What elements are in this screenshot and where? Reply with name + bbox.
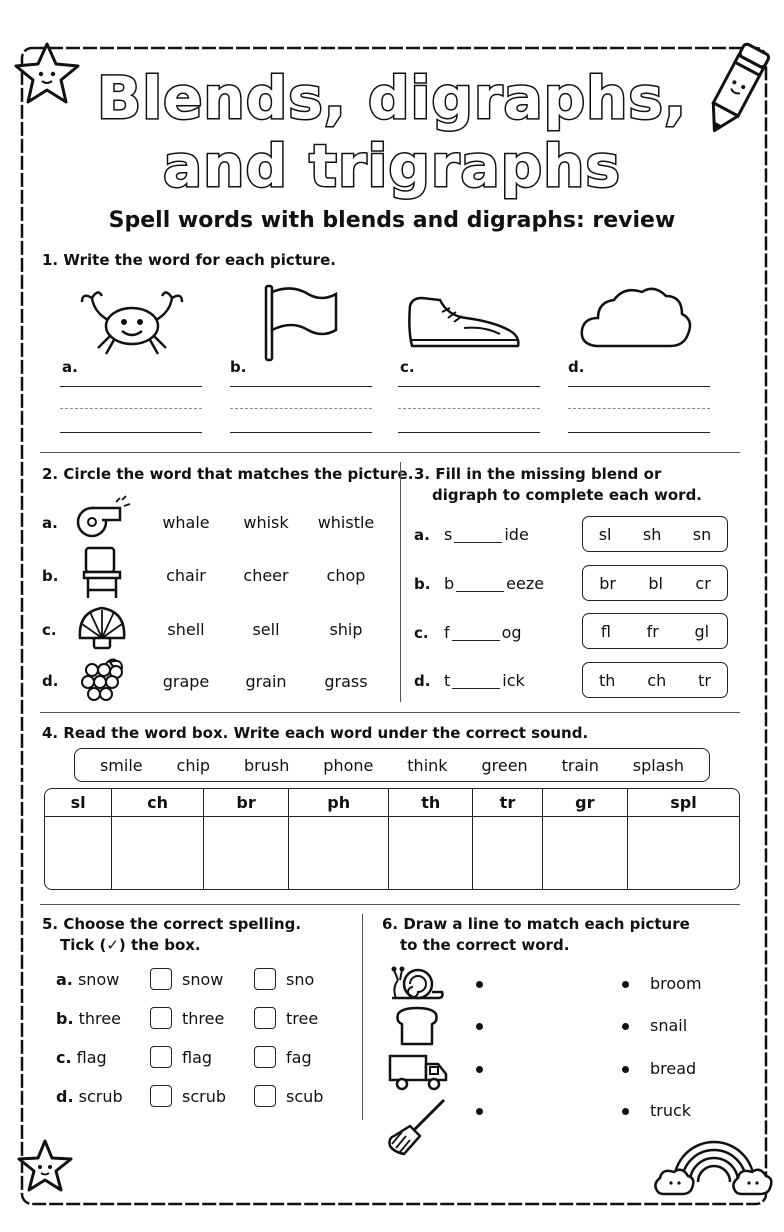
spelling-option: sno: [286, 970, 315, 989]
q3-option[interactable]: ch: [647, 670, 667, 690]
answer-cell[interactable]: [473, 817, 542, 889]
word-start: s: [444, 525, 453, 544]
checkbox[interactable]: [150, 1085, 172, 1107]
checkbox[interactable]: [254, 968, 276, 990]
checkbox[interactable]: [254, 1046, 276, 1068]
q1-label-c: c.: [400, 358, 415, 376]
word-box-item: think: [407, 755, 448, 775]
spelling-option: flag: [182, 1048, 213, 1067]
q3-options-box: [582, 662, 728, 698]
word-end: ide: [504, 525, 529, 544]
flag-icon: [262, 282, 340, 362]
answer-cell[interactable]: [45, 817, 112, 889]
q3-row: [414, 574, 544, 593]
q3-option[interactable]: tr: [698, 670, 712, 690]
cloud-icon: [578, 284, 694, 354]
crab-icon: [76, 284, 188, 360]
q5-label: d.: [56, 1087, 74, 1106]
match-word: truck: [650, 1101, 692, 1120]
column-header: tr: [473, 789, 542, 817]
q2-option[interactable]: whistle: [317, 513, 375, 532]
title-line-1: Blends, digraphs,: [96, 64, 687, 132]
q3-option[interactable]: fr: [646, 621, 659, 641]
word-start: b: [444, 574, 455, 593]
q2-option[interactable]: cheer: [243, 566, 289, 585]
sound-sort-table: [44, 788, 740, 890]
divider: [40, 452, 740, 453]
divider: [40, 712, 740, 713]
word-end: ick: [502, 671, 525, 690]
snail-icon: [388, 962, 446, 1004]
column-header: th: [389, 789, 473, 817]
answer-blank[interactable]: [456, 576, 504, 592]
q3-heading-line-2: digraph to complete each word.: [432, 486, 702, 504]
q5-heading-line-2: Tick (✓) the box.: [60, 936, 201, 954]
q2-option[interactable]: grass: [324, 672, 368, 691]
word-box-item: splash: [632, 755, 684, 775]
checkbox[interactable]: [150, 1007, 172, 1029]
answer-cell[interactable]: [628, 817, 739, 889]
prompt-word: flag: [76, 1048, 107, 1067]
q2-option[interactable]: whale: [162, 513, 210, 532]
title-line-2: and trigraphs: [163, 132, 621, 200]
answer-cell[interactable]: [204, 817, 289, 889]
q2-label-b: b.: [42, 567, 59, 585]
rainbow-icon: [652, 1122, 776, 1196]
prompt-word: three: [78, 1009, 121, 1028]
q1-label-d: d.: [568, 358, 585, 376]
q5-heading-line-1: 5. Choose the correct spelling.: [42, 915, 302, 933]
word-box-item: train: [561, 755, 599, 775]
q5-prompt: [56, 1009, 121, 1028]
column-header: br: [204, 789, 289, 817]
word-box-item: brush: [244, 755, 290, 775]
q3-option[interactable]: fl: [600, 621, 611, 641]
checkbox[interactable]: [254, 1085, 276, 1107]
q3-label: c.: [414, 623, 429, 642]
q3-option[interactable]: th: [598, 670, 616, 690]
match-dot[interactable]: [622, 1108, 629, 1115]
spelling-option: scub: [286, 1087, 324, 1106]
match-dot[interactable]: [476, 1108, 483, 1115]
q6-heading-line-1: 6. Draw a line to match each picture: [382, 915, 690, 933]
column-header: ch: [112, 789, 204, 817]
match-word: snail: [650, 1016, 688, 1035]
q2-option[interactable]: ship: [329, 620, 363, 639]
prompt-word: scrub: [78, 1087, 123, 1106]
column-header: gr: [543, 789, 628, 817]
divider: [400, 462, 401, 702]
q5-label: b.: [56, 1009, 74, 1028]
q2-option[interactable]: chair: [166, 566, 206, 585]
chair-icon: [80, 546, 124, 600]
checkbox[interactable]: [254, 1007, 276, 1029]
q3-row: [414, 623, 522, 642]
match-dot[interactable]: [622, 1066, 629, 1073]
q3-heading-line-1: 3. Fill in the missing blend or: [414, 465, 662, 483]
whistle-icon: [72, 496, 132, 540]
match-word: bread: [650, 1059, 697, 1078]
word-box-item: green: [481, 755, 528, 775]
word-end: eeze: [506, 574, 545, 593]
q3-label: a.: [414, 525, 430, 544]
word-box-item: phone: [323, 755, 374, 775]
q2-label-d: d.: [42, 672, 59, 690]
q2-option[interactable]: grain: [245, 672, 287, 691]
q3-options-box: [582, 613, 728, 649]
q2-option[interactable]: grape: [162, 672, 210, 691]
checkbox[interactable]: [150, 1046, 172, 1068]
answer-cell[interactable]: [389, 817, 473, 889]
q3-option[interactable]: sn: [692, 524, 712, 544]
q3-option[interactable]: sl: [598, 524, 612, 544]
match-dot[interactable]: [622, 1023, 629, 1030]
q5-label: c.: [56, 1048, 72, 1067]
spelling-option: snow: [182, 970, 224, 989]
spelling-option: tree: [286, 1009, 319, 1028]
q3-row: [414, 671, 525, 690]
spelling-option: scrub: [182, 1087, 227, 1106]
q3-label: d.: [414, 671, 431, 690]
word-box: [74, 748, 710, 782]
word-end: og: [501, 623, 522, 642]
word-box-item: smile: [99, 755, 143, 775]
word-start: t: [444, 671, 451, 690]
broom-icon: [386, 1096, 450, 1158]
q1-heading: 1. Write the word for each picture.: [42, 251, 336, 269]
q3-option[interactable]: cr: [695, 573, 711, 593]
q3-option[interactable]: sh: [642, 524, 662, 544]
divider: [362, 914, 363, 1120]
match-word: broom: [650, 974, 702, 993]
answer-cell[interactable]: [112, 817, 204, 889]
q2-option[interactable]: sell: [252, 620, 280, 639]
q3-label: b.: [414, 574, 431, 593]
q5-prompt: [56, 1048, 107, 1067]
subtitle: Spell words with blends and digraphs: review: [108, 208, 676, 233]
q3-options-box: [582, 516, 728, 552]
column-header: spl: [628, 789, 739, 817]
q6-heading-line-2: to the correct word.: [400, 936, 570, 954]
checkbox[interactable]: [150, 968, 172, 990]
match-dot[interactable]: [476, 981, 483, 988]
divider: [40, 904, 740, 905]
answer-blank[interactable]: [452, 673, 500, 689]
q5-prompt: [56, 1087, 123, 1106]
answer-blank[interactable]: [452, 625, 500, 641]
shell-icon: [76, 604, 128, 652]
star-icon: [16, 1138, 74, 1194]
truck-icon: [388, 1052, 448, 1092]
q5-prompt: [56, 970, 119, 989]
spelling-option: fag: [286, 1048, 312, 1067]
q2-option[interactable]: chop: [326, 566, 366, 585]
column-header: sl: [45, 789, 112, 817]
answer-blank[interactable]: [454, 527, 502, 543]
q3-row: [414, 525, 529, 544]
q3-option[interactable]: gl: [694, 621, 710, 641]
answer-cell[interactable]: [289, 817, 389, 889]
word-box-item: chip: [176, 755, 211, 775]
q5-label: a.: [56, 970, 73, 989]
word-start: f: [444, 623, 450, 642]
q2-heading: 2. Circle the word that matches the picture.: [42, 465, 414, 483]
grapes-icon: [80, 656, 126, 704]
match-dot[interactable]: [476, 1066, 483, 1073]
prompt-word: snow: [77, 970, 120, 989]
bread-icon: [396, 1006, 438, 1048]
q3-options-box: [582, 565, 728, 601]
match-dot[interactable]: [622, 981, 629, 988]
answer-cell[interactable]: [543, 817, 628, 889]
q2-label-c: c.: [42, 621, 57, 639]
q1-label-b: b.: [230, 358, 247, 376]
q2-option[interactable]: whisk: [243, 513, 289, 532]
q3-option[interactable]: br: [599, 573, 616, 593]
shoe-icon: [404, 290, 524, 354]
spelling-option: three: [182, 1009, 225, 1028]
q4-heading: 4. Read the word box. Write each word under the correct sound.: [42, 724, 589, 742]
q2-option[interactable]: shell: [167, 620, 205, 639]
column-header: ph: [289, 789, 389, 817]
q3-option[interactable]: bl: [648, 573, 663, 593]
q2-label-a: a.: [42, 514, 58, 532]
match-dot[interactable]: [476, 1023, 483, 1030]
q1-label-a: a.: [62, 358, 78, 376]
